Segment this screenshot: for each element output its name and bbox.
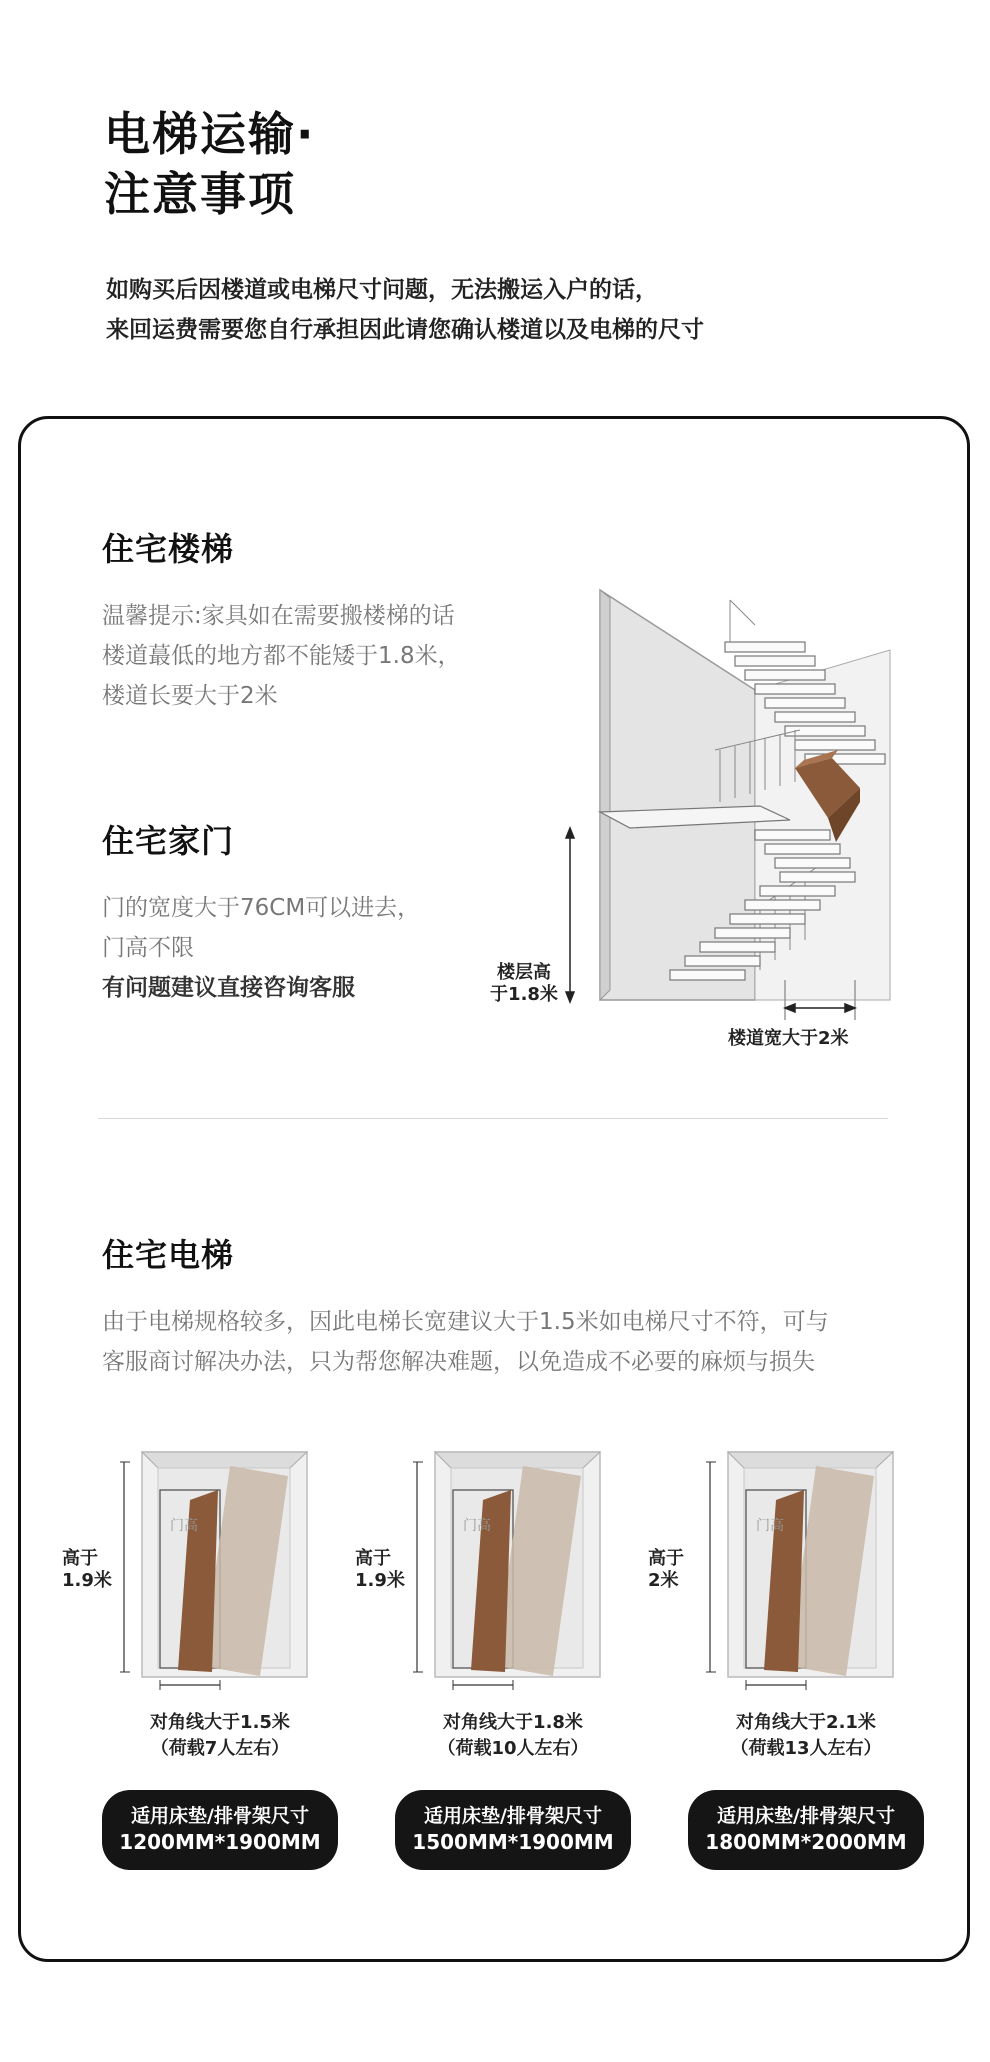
floor-height-label: 楼层高 于1.8米 (490, 962, 558, 1005)
size-pill: 适用床垫/排骨架尺寸 1200MM*1900MM (102, 1790, 338, 1870)
stairs-line-2: 楼道蕞低的地方都不能矮于1.8米， (102, 643, 461, 669)
elevator-height-label: 高于 1.9米 (62, 1548, 112, 1591)
page-title (104, 104, 315, 224)
elevator-illustration (706, 1440, 906, 1710)
door-heading: 住宅家门 (102, 822, 235, 860)
intro-text (106, 270, 704, 350)
door-height-label: 门高 (463, 1518, 491, 1534)
elevator-height-label: 高于 2米 (648, 1548, 684, 1591)
door-line-2: 门高不限 (102, 935, 194, 961)
door-height-label: 门高 (756, 1518, 784, 1534)
title-line-1: 电梯运输· (104, 107, 316, 161)
elevator-height-label: 高于 1.9米 (355, 1548, 405, 1591)
size-pill: 适用床垫/排骨架尺寸 1800MM*2000MM (688, 1790, 924, 1870)
stair-width-label: 楼道宽大于2米 (728, 1028, 849, 1049)
door-line-3: 有问题建议直接咨询客服 (102, 975, 355, 1001)
elevator-line-2: 客服商讨解决办法，只为帮您解决难题，以免造成不必要的麻烦与损失 (102, 1349, 815, 1375)
stairs-line-3: 楼道长要大于2米 (102, 683, 278, 709)
elevator-heading: 住宅电梯 (102, 1236, 235, 1274)
title-line-2: 注意事项 (104, 167, 296, 221)
intro-line-1: 如购买后因楼道或电梯尺寸问题，无法搬运入户的话， (106, 277, 658, 303)
stairs-line-1: 温馨提示:家具如在需要搬楼梯的话 (102, 603, 455, 629)
elevator-caption: 对角线大于2.1米 （荷载13人左右） (730, 1712, 882, 1759)
door-height-label: 门高 (170, 1518, 198, 1534)
size-pill: 适用床垫/排骨架尺寸 1500MM*1900MM (395, 1790, 631, 1870)
elevator-illustration (413, 1440, 613, 1710)
stairs-text (102, 596, 461, 716)
elevator-line-1: 由于电梯规格较多，因此电梯长宽建议大于1.5米如电梯尺寸不符，可与 (102, 1309, 829, 1335)
door-text (102, 888, 420, 1008)
elevator-text (102, 1302, 829, 1382)
elevator-caption: 对角线大于1.8米 （荷载10人左右） (437, 1712, 589, 1759)
staircase-illustration (560, 580, 900, 1060)
elevator-illustration (120, 1440, 320, 1710)
stairs-heading: 住宅楼梯 (102, 530, 235, 568)
elevator-caption: 对角线大于1.5米 （荷载7人左右） (150, 1712, 290, 1759)
intro-line-2: 来回运费需要您自行承担因此请您确认楼道以及电梯的尺寸 (106, 317, 704, 343)
door-line-1: 门的宽度大于76CM可以进去， (102, 895, 421, 921)
section-divider (98, 1118, 888, 1119)
